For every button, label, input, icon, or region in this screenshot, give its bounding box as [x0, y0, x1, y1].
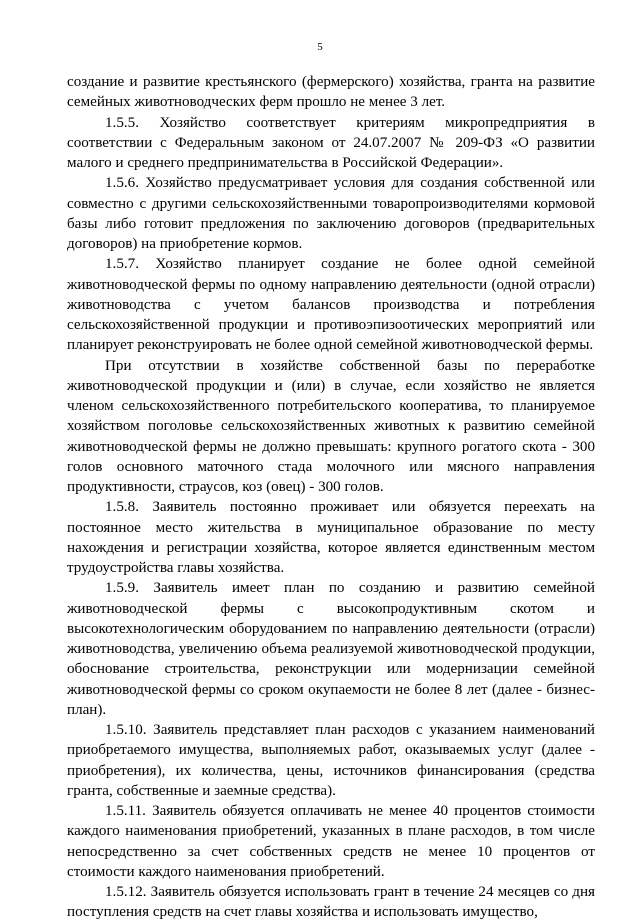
paragraph-1-5-7-note: При отсутствии в хозяйстве собственной базы по переработке животноводческой продукции и (или) в случае, если хозяйство не является членом сельскохозяйственного потребительского кооператива, то планируемое хозяйством поголовье сельскохозяйственных животных к развитию семейной животноводческой фермы не должно превышать: крупного рогатого скота - 300 голов основного маточного стада молочного или мясного направления продуктивности, страусов, коз (овец) - 300 голов.	[67, 357, 595, 495]
paragraph-continuation: создание и развитие крестьянского (фермерского) хозяйства, гранта на развитие семейных животноводческих ферм прошло не менее 3 лет.	[67, 74, 595, 111]
paragraph-1-5-7: 1.5.7. Хозяйство планирует создание не более одной семейной животноводческой фермы по одному направлению деятельности (одной отрасли) животноводства с учетом балансов производства и потребления сельскохозяйственной продукции и противоэпизоотических мероприятий или планирует реконструировать не более одной семейной животноводческой фермы.	[67, 256, 595, 354]
document-body	[67, 72, 595, 923]
paragraph-1-5-6: 1.5.6. Хозяйство предусматривает условия для создания собственной или совместно с другими сельскохозяйственными товаропроизводителями кормовой базы либо готовит предложения по заключению договоров (предварительных договоров) на приобретение кормов.	[67, 175, 595, 252]
paragraph-1-5-8: 1.5.8. Заявитель постоянно проживает или обязуется переехать на постоянное место жительства в муниципальное образование по месту нахождения и регистрации хозяйства, которое является единственным местом трудоустройства главы хозяйства.	[67, 499, 595, 576]
paragraph-1-5-10: 1.5.10. Заявитель представляет план расходов с указанием наименований приобретаемого имущества, выполняемых работ, оказываемых услуг (далее - приобретения), их количества, цены, источников финансирования (средства гранта, собственные и заемные средства).	[67, 722, 595, 799]
page-number: 5	[317, 41, 323, 53]
paragraph-1-5-12: 1.5.12. Заявитель обязуется использовать грант в течение 24 месяцев со дня поступления средств на счет главы хозяйства и использовать имущество,	[67, 884, 595, 921]
paragraph-1-5-5: 1.5.5. Хозяйство соответствует критериям микропредприятия в соответствии с Федеральным законом от 24.07.2007 № 209-ФЗ «О развитии малого и среднего предпринимательства в Российской Федерации».	[67, 114, 595, 171]
paragraph-1-5-9: 1.5.9. Заявитель имеет план по созданию и развитию семейной животноводческой фермы с высокопродуктивным скотом и высокотехнологическим оборудованием по направлению деятельности (отрасли) животноводства, увеличению объема реализуемой животноводческой продукции, обоснование строительства, реконструкции или модернизации семейной животноводческой фермы со сроком окупаемости не более 8 лет (далее - бизнес-план).	[67, 580, 595, 718]
paragraph-1-5-11: 1.5.11. Заявитель обязуется оплачивать не менее 40 процентов стоимости каждого наименования приобретений, указанных в плане расходов, в том числе непосредственно за счет собственных средств не менее 10 процентов от стоимости каждого наименования приобретений.	[67, 803, 595, 880]
